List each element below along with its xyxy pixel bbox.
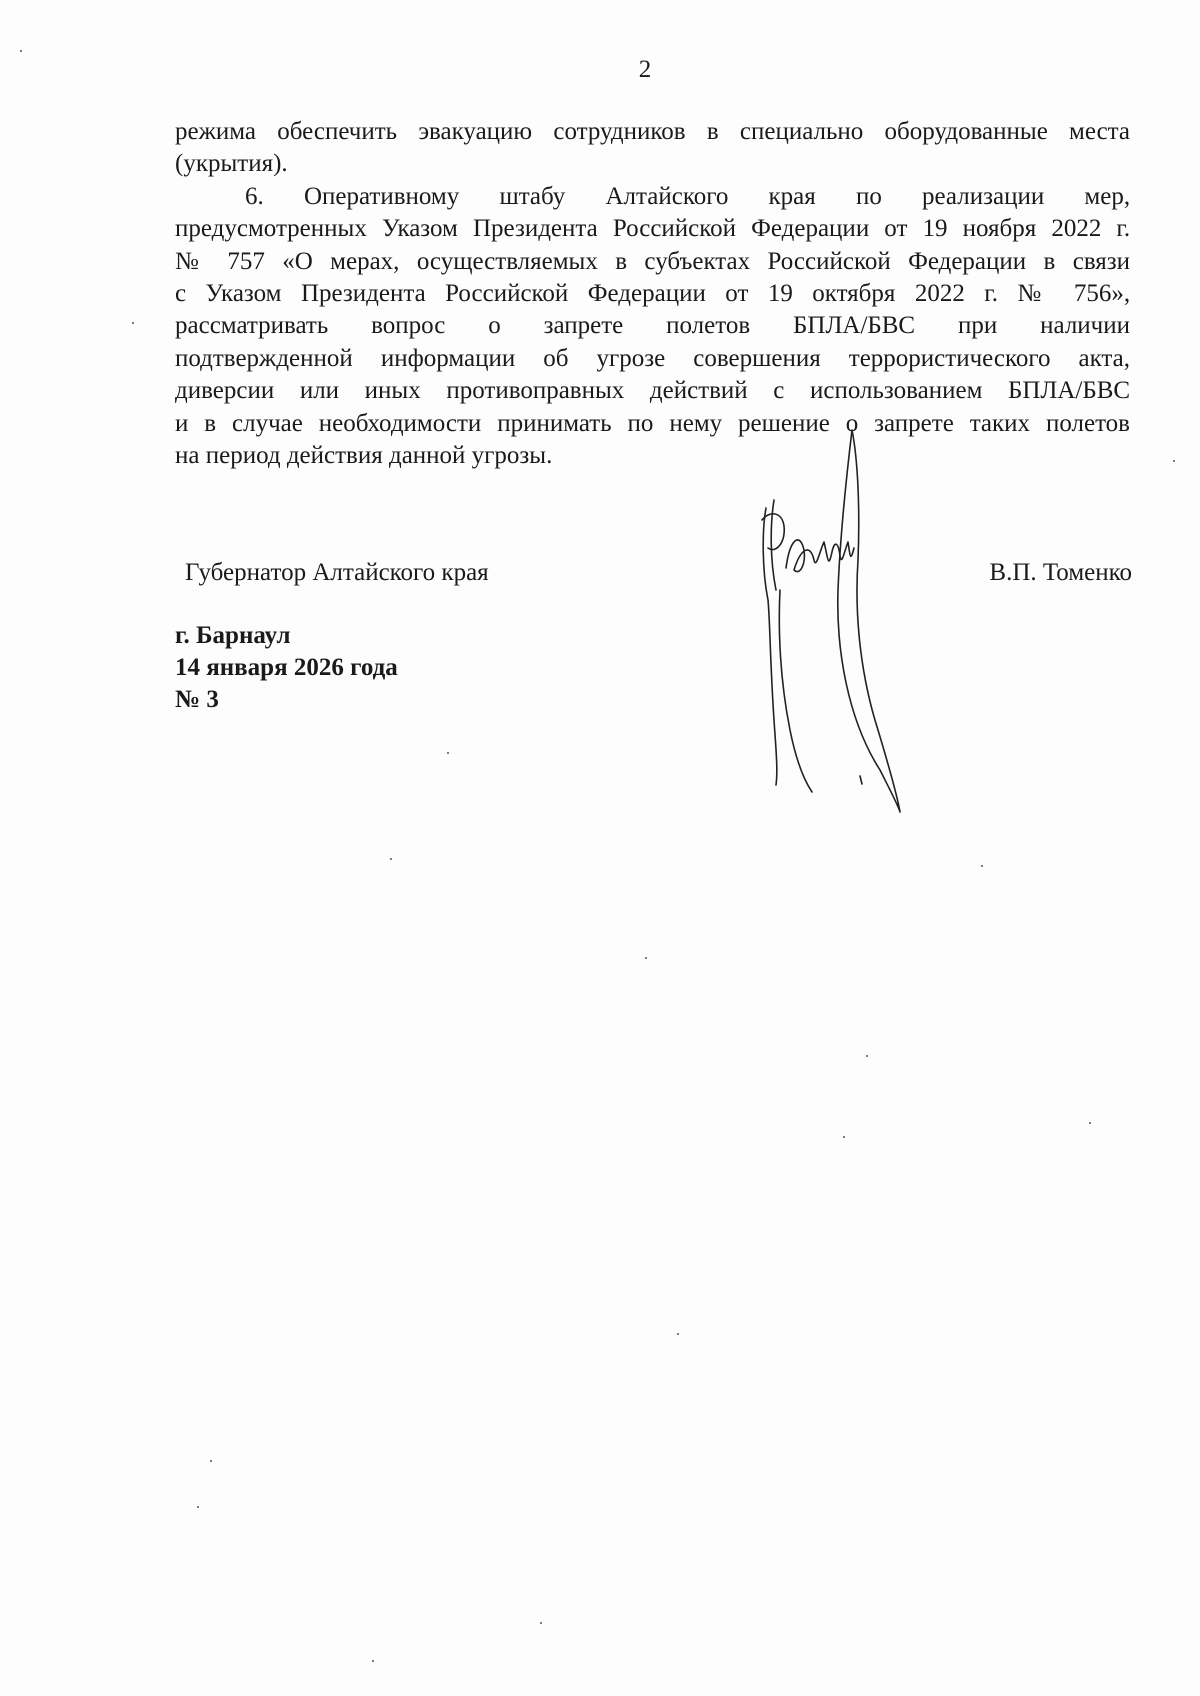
scan-speck [20,50,22,52]
signatory-title: Губернатор Алтайского края [185,559,489,586]
paragraph-evacuation [175,116,1130,181]
text-line: на период действия данной угрозы. [175,442,553,470]
text-line: предусмотренных Указом Президента Российской Федерации от 19 ноября 2022 г. [175,215,1131,243]
signatory-name: В.П. Томенко [989,559,1132,586]
page-number: 2 [638,56,652,83]
text-line: (укрытия). [175,150,288,178]
number-line: № 3 [175,686,219,713]
paragraph-item-6 [175,181,1130,473]
scan-speck [210,1460,212,1462]
scan-speck [981,865,983,867]
scan-speck [645,957,647,959]
scan-speck [447,752,449,754]
scan-speck [843,1136,845,1138]
document-body [175,116,1130,472]
scan-speck [540,1622,542,1624]
text-line: рассматривать вопрос о запрете полетов БПЛА/БВС при наличии [175,312,1131,340]
scan-speck [1173,460,1175,462]
city-line: г. Барнаул [175,622,291,649]
text-line: № 757 «О мерах, осуществляемых в субъектах Российской Федерации в связи [175,247,1131,275]
text-line: диверсии или иных противоправных действий с использованием БПЛА/БВС [175,377,1131,405]
scan-speck [677,1333,679,1335]
date-line: 14 января 2026 года [175,654,398,681]
text-line: 6. Оперативному штабу Алтайского края по реализации мер, [245,182,1131,210]
scan-speck [197,1506,199,1508]
scan-speck [1089,1122,1091,1124]
scan-speck [372,1660,374,1662]
text-line: с Указом Президента Российской Федерации от 19 октября 2022 г. № 756», [175,280,1131,308]
text-line: подтвержденной информации об угрозе совершения террористического акта, [175,344,1130,372]
place-date-block [175,620,398,716]
scan-speck [132,322,134,324]
handwritten-signature [740,420,940,860]
text-line: режима обеспечить эвакуацию сотрудников в специально оборудованные места [175,118,1130,145]
scan-speck [866,1055,868,1057]
text-line: и в случае необходимости принимать по нему решение о запрете таких полетов [175,409,1130,437]
scan-speck [390,858,392,860]
